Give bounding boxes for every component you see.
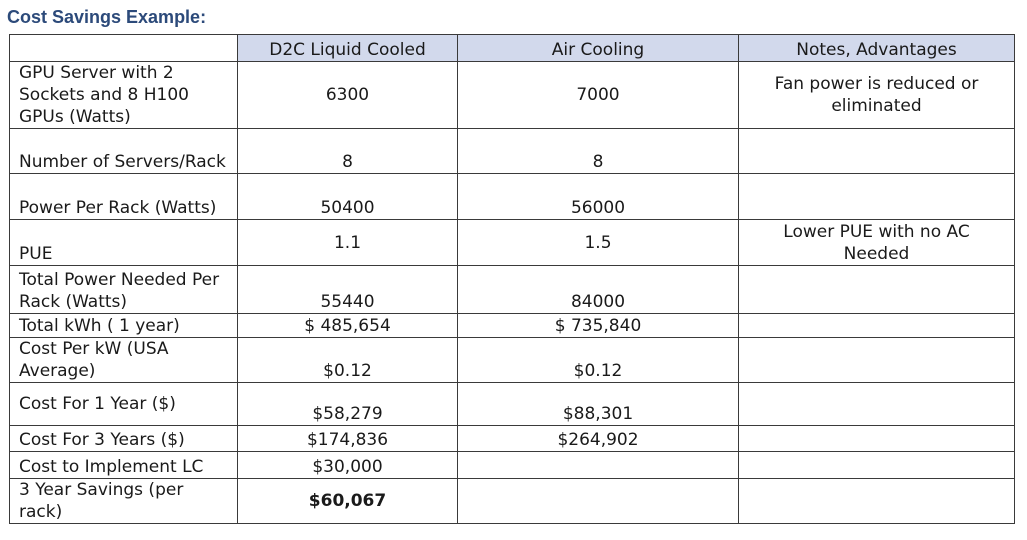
notes-value: [739, 479, 1015, 524]
notes-value: [739, 266, 1015, 314]
notes-value: [739, 338, 1015, 383]
air-value: $88,301: [458, 383, 739, 426]
air-value: 1.5: [458, 220, 739, 266]
table-row: [10, 266, 1015, 314]
notes-value: Lower PUE with no AC Needed: [739, 220, 1015, 266]
row-label: Number of Servers/Rack: [10, 129, 238, 174]
air-value: 8: [458, 129, 739, 174]
row-label: Total kWh ( 1 year): [10, 314, 238, 338]
d2c-value: $30,000: [238, 452, 458, 479]
row-label: PUE: [10, 220, 238, 266]
d2c-value: $58,279: [238, 383, 458, 426]
notes-value: [739, 383, 1015, 426]
d2c-value: 1.1: [238, 220, 458, 266]
table-row: [10, 479, 1015, 524]
notes-value: [739, 426, 1015, 452]
d2c-value: 8: [238, 129, 458, 174]
row-label: Cost For 3 Years ($): [10, 426, 238, 452]
d2c-value: 6300: [238, 62, 458, 129]
d2c-value: 55440: [238, 266, 458, 314]
header-d2c: D2C Liquid Cooled: [238, 35, 458, 62]
page-title: Cost Savings Example:: [7, 7, 207, 27]
table-row: [10, 220, 1015, 266]
header-notes: Notes, Advantages: [739, 35, 1015, 62]
table-row: [10, 383, 1015, 426]
header-blank: [10, 35, 238, 62]
table-row: [10, 338, 1015, 383]
air-value: $0.12: [458, 338, 739, 383]
air-value: $264,902: [458, 426, 739, 452]
row-label: Cost to Implement LC: [10, 452, 238, 479]
notes-value: [739, 174, 1015, 220]
notes-value: [739, 129, 1015, 174]
table-row: [10, 426, 1015, 452]
table-row: [10, 174, 1015, 220]
table-header-row: [10, 35, 1015, 62]
row-label: Cost Per kW (USA Average): [10, 338, 238, 383]
air-value: [458, 452, 739, 479]
d2c-value: $0.12: [238, 338, 458, 383]
table-row: [10, 62, 1015, 129]
header-air: Air Cooling: [458, 35, 739, 62]
d2c-value: $ 485,654: [238, 314, 458, 338]
air-value: 56000: [458, 174, 739, 220]
cost-savings-table: [9, 34, 1015, 524]
row-label: Power Per Rack (Watts): [10, 174, 238, 220]
d2c-value: $174,836: [238, 426, 458, 452]
air-value: [458, 479, 739, 524]
row-label: GPU Server with 2 Sockets and 8 H100 GPUs (Watts): [10, 62, 238, 129]
air-value: 7000: [458, 62, 739, 129]
row-label: 3 Year Savings (per rack): [10, 479, 238, 524]
air-value: 84000: [458, 266, 739, 314]
row-label: Total Power Needed Per Rack (Watts): [10, 266, 238, 314]
row-label: Cost For 1 Year ($): [10, 383, 238, 426]
air-value: $ 735,840: [458, 314, 739, 338]
table-row: [10, 129, 1015, 174]
table-row: [10, 452, 1015, 479]
table-row: [10, 314, 1015, 338]
notes-value: [739, 452, 1015, 479]
notes-value: Fan power is reduced or eliminated: [739, 62, 1015, 129]
d2c-value: 50400: [238, 174, 458, 220]
d2c-value: $60,067: [238, 479, 458, 524]
notes-value: [739, 314, 1015, 338]
